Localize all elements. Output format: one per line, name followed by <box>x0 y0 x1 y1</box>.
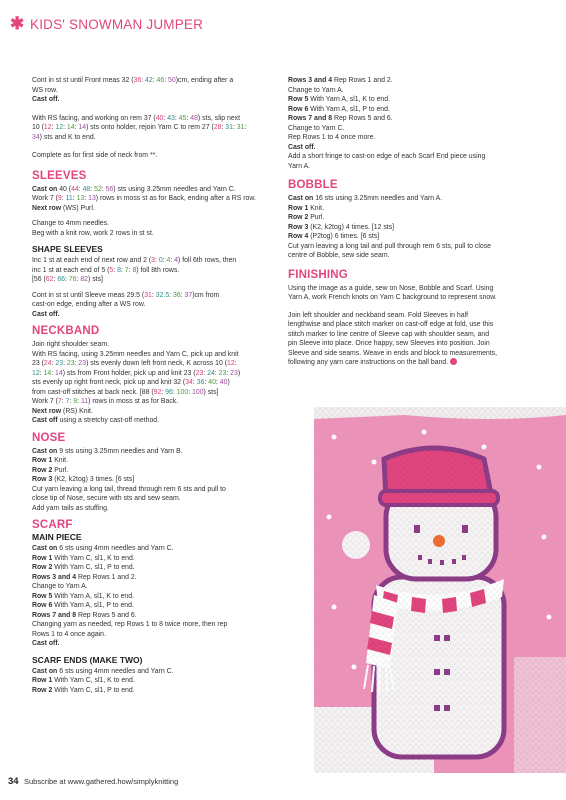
right-column <box>288 76 538 377</box>
text-line: Change to 4mm needles. <box>32 220 109 227</box>
text-line: Row 2 Purl. <box>288 214 325 221</box>
neckband-paragraph <box>32 340 274 426</box>
sleeves-heading: SLEEVES <box>32 169 87 182</box>
text-line: pin Sleeve into place. Once happy, sew Sleeves into position. Join <box>288 340 490 347</box>
text-line: Row 1 Knit. <box>32 457 68 464</box>
sleeve-length-paragraph <box>32 291 274 320</box>
text-line: Row 1 With Yarn C, sl1, K to end. <box>32 554 135 562</box>
text-line: Change to Yarn C. <box>288 124 345 132</box>
text-line: Work 7 (9: 11: 13: 13) rows in moss st as for Back, ending after a RS row. <box>32 195 256 202</box>
text-line: Cast off. <box>32 310 60 318</box>
text-line: [56 (62: 66: 76: 82) sts] <box>32 276 103 283</box>
text-line: Row 3 (K2, k2tog) 4 times. [12 sts] <box>288 223 395 231</box>
text-line: Cut yarn leaving a long tail and pull through rem 6 sts, pull to close <box>288 242 492 250</box>
subscribe-link[interactable]: Subscribe at www.gathered.how/simplyknitting <box>24 777 179 786</box>
scarf-heading: SCARF <box>32 519 73 531</box>
text-line: Yarn A. <box>288 162 311 170</box>
rs-facing-paragraph <box>32 114 274 143</box>
page-header <box>0 0 566 46</box>
text-line: Row 1 With Yarn C, sl1, K to end. <box>32 677 135 684</box>
text-line: Add a short fringe to cast-on edge of each Scarf End piece using <box>288 153 486 160</box>
text-line: Row 6 With Yarn A, sl1, P to end. <box>32 602 134 609</box>
text-line: Row 5 With Yarn A, sl1, K to end. <box>288 96 391 103</box>
text-line: Rows 3 and 4 Rep Rows 1 and 2. <box>288 77 393 84</box>
text-line: Rows 7 and 8 Rep Rows 5 and 6. <box>32 611 137 619</box>
text-line: Row 5 With Yarn A, sl1, K to end. <box>32 592 135 600</box>
text-line: 23 (24: 23: 23: 23) sts evenly down left front neck, K across 10 (12: <box>32 360 237 367</box>
text-line: Cast on 16 sts using 3.25mm needles and Yarn A. <box>288 195 443 202</box>
bobble-paragraph <box>288 194 538 261</box>
end-mark-icon <box>450 358 457 365</box>
text-line: centre of Bobble, sew side seam. <box>288 252 390 259</box>
text-line: Next row (WS) Purl. <box>32 204 95 212</box>
text-line: WS row. <box>32 86 58 94</box>
finishing-paragraph-1 <box>288 284 538 303</box>
text-line: Cut yarn leaving a long tail, thread through rem 6 sts and pull to <box>32 485 226 493</box>
text-line: Row 6 With Yarn A, sl1, P to end. <box>288 105 390 113</box>
complete-paragraph: Complete as for first side of neck from **. <box>32 152 158 159</box>
page-title: KIDS' SNOWMAN JUMPER <box>30 17 204 32</box>
scarf-ends-continued-paragraph <box>288 76 538 171</box>
main-piece-subheading: MAIN PIECE <box>32 532 82 542</box>
text-line: Rows 1 to 4 once again. <box>32 630 106 638</box>
text-line: Rows 7 and 8 Rep Rows 5 and 6. <box>288 115 393 122</box>
text-line: Add yarn tails as stuffing. <box>32 504 109 512</box>
asterisk-icon: ✱ <box>10 14 25 33</box>
left-column <box>32 76 274 695</box>
text-line: Cast off. <box>288 143 316 151</box>
nose-paragraph <box>32 447 274 514</box>
text-line: Cast off using a stretchy cast-off method. <box>32 417 160 424</box>
text-line: 12: 14: 14) sts from Front holder, pick up and knit 23 (23: 24: 23: 23) <box>32 369 241 377</box>
text-line: cast-on edge, ending after a WS row. <box>32 301 146 308</box>
text-line: Change to Yarn A. <box>288 86 344 94</box>
text-line: Join right shoulder seam. <box>32 341 109 348</box>
neckband-heading: NECKBAND <box>32 325 100 337</box>
front-paragraph <box>32 76 274 105</box>
text-line: Work 7 (7: 7: 9: 11) rows in moss st as for Back. <box>32 398 179 405</box>
text-line: With RS facing, using 3.25mm needles and Yarn C, pick up and knit <box>32 350 239 358</box>
snowman-jumper-photo <box>314 407 566 773</box>
text-line: inc 1 st at each end of 5 (5: 8: 7: 8) foll 8th rows. <box>32 266 180 274</box>
text-line: following any yarn care instructions on the ball band. <box>288 358 538 368</box>
text-line: Row 1 Knit. <box>288 204 324 212</box>
scarf-ends-paragraph <box>32 667 274 696</box>
text-line: 10 (12: 12: 14: 14) sts onto holder, rejoin Yarn C to rem 27 (28: 31: 31: <box>32 124 247 131</box>
text-line: Cast on 9 sts using 3.25mm needles and Yarn B. <box>32 447 183 455</box>
scarf-ends-subheading: SCARF ENDS (MAKE TWO) <box>32 654 143 665</box>
text-line: close tip of Nose, secure with sts and sew seam. <box>32 495 181 502</box>
scarf-paragraph <box>32 544 274 649</box>
bobble-heading: BOBBLE <box>288 179 338 191</box>
text-line: Cast on 6 sts using 4mm needles and Yarn C. <box>32 667 174 675</box>
text-line: Row 3 (K2, k2tog) 3 times. [6 sts] <box>32 476 135 483</box>
text-line: sts evenly up right front neck, pick up and knit 32 (34: 36: 40: 40) <box>32 379 230 386</box>
needles-paragraph <box>32 219 274 238</box>
shape-sleeves-heading: SHAPE SLEEVES <box>32 244 103 254</box>
text-line: Yarn A, work French knots on Yarn C background to represent snow. <box>288 294 497 301</box>
text-line: Rep Rows 1 to 4 once more. <box>288 134 376 141</box>
text-line: Inc 1 st at each end of next row and 2 (3: 0: 4: 4) foll 6th rows, then <box>32 257 237 264</box>
text-line: Sleeve and side seams. Weave in ends and block to measurements, <box>288 349 498 357</box>
text-line: Beg with a knit row, work 2 rows in st st. <box>32 229 154 237</box>
page-footer <box>0 772 566 800</box>
text-line: Cast on 40 (44: 48: 52: 56) sts using 3.25mm needles and Yarn C. <box>32 185 236 193</box>
text-line: Cont in st st until Front meas 32 (36: 42: 46: 50)cm, ending after a <box>32 77 234 84</box>
text-line: Row 2 With Yarn C, sl1, P to end. <box>32 564 135 571</box>
sleeves-paragraph <box>32 185 274 214</box>
text-line: Cast on 6 sts using 4mm needles and Yarn C. <box>32 545 174 552</box>
text-line: Row 2 Purl. <box>32 466 69 474</box>
text-line: Join left shoulder and neckband seam. Fold Sleeves in half <box>288 311 469 319</box>
page-number: 34 <box>8 776 19 787</box>
finishing-paragraph-2 <box>288 311 538 368</box>
text-line: Rows 3 and 4 Rep Rows 1 and 2. <box>32 573 137 581</box>
text-line: Using the image as a guide, sew on Nose, Bobble and Scarf. Using <box>288 284 494 292</box>
text-line: Cast off. <box>32 640 60 647</box>
text-line: from cast-off stitches at back neck. [88 (92: 96: 100: 100) sts] <box>32 388 219 396</box>
text-line: lengthwise and place stitch marker on cast-off edge at fold, use this <box>288 321 494 328</box>
finishing-heading: FINISHING <box>288 268 348 281</box>
watermark: PassionForum.ru <box>481 775 558 786</box>
shape-sleeves-paragraph <box>32 256 274 285</box>
nose-heading: NOSE <box>32 431 66 444</box>
snowman-illustration <box>314 407 566 773</box>
text-line: Cont in st st until Sleeve meas 29.5 (31: 32.5: 36: 37)cm from <box>32 291 220 299</box>
text-line: 34) sts and K to end. <box>32 133 96 141</box>
text-line: Next row (RS) Knit. <box>32 407 93 415</box>
text-line: With RS facing, and working on rem 37 (40: 43: 45: 48) sts, slip next <box>32 114 241 122</box>
text-line: stitch marker to line centre of Sleeve cap with shoulder seam, and <box>288 330 490 338</box>
text-line: Changing yarn as needed, rep Rows 1 to 8 twice more, then rep <box>32 621 228 628</box>
text-line: Change to Yarn A. <box>32 583 88 590</box>
text-line: Row 4 (P2tog) 6 times. [6 sts] <box>288 233 380 240</box>
text-line: Cast off. <box>32 96 60 103</box>
text-line: Row 2 With Yarn C, sl1, P to end. <box>32 686 135 694</box>
